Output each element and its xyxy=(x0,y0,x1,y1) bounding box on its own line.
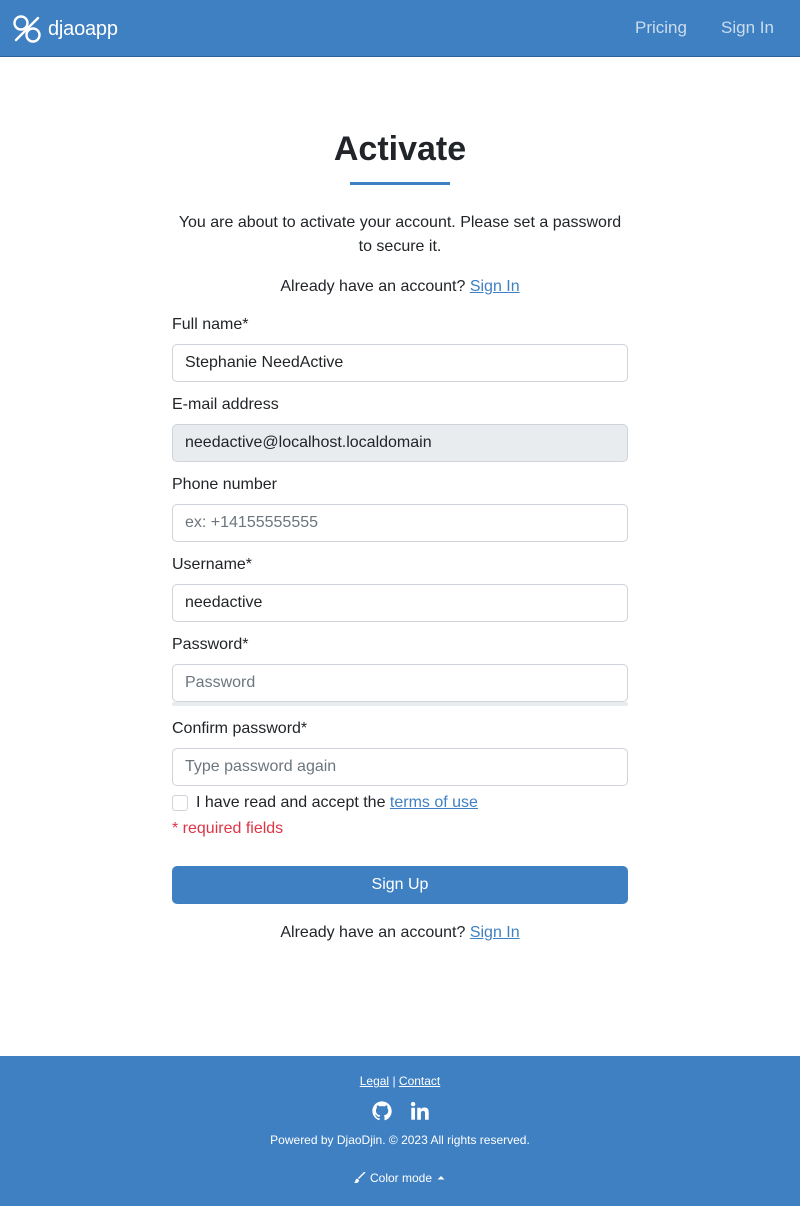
djaoapp-logo-icon xyxy=(12,14,42,44)
contact-link[interactable]: Contact xyxy=(398,1074,441,1088)
nav-sign-in-link[interactable]: Sign In xyxy=(721,18,774,37)
already-account-bottom xyxy=(0,921,800,945)
username-input[interactable] xyxy=(172,584,628,622)
email-input xyxy=(172,424,628,462)
required-fields-note: * required fields xyxy=(172,820,284,837)
terms-text: I have read and accept the xyxy=(196,794,386,811)
terms-of-use-link[interactable]: terms of use xyxy=(389,794,478,811)
username-label: Username* xyxy=(172,556,253,573)
password-strength-bar xyxy=(172,702,628,706)
email-label: E-mail address xyxy=(172,396,279,413)
already-account-text: Already have an account? xyxy=(280,278,466,295)
footer-links xyxy=(0,1074,800,1088)
phone-label: Phone number xyxy=(172,476,277,493)
password-label: Password* xyxy=(172,636,249,653)
confirm-password-label: Confirm password* xyxy=(172,720,308,737)
title-underline xyxy=(350,182,450,185)
terms-checkbox[interactable] xyxy=(172,795,188,811)
password-input[interactable] xyxy=(172,664,628,702)
caret-up-icon xyxy=(436,1173,446,1183)
brand-link[interactable] xyxy=(12,14,118,44)
powered-by-text: Powered by DjaoDjin. © 2023 All rights reserved. xyxy=(270,1133,530,1147)
github-icon[interactable] xyxy=(371,1100,393,1122)
color-mode-toggle[interactable] xyxy=(0,1171,800,1185)
brand-name: djaoapp xyxy=(48,17,118,40)
navbar xyxy=(0,0,800,57)
legal-link[interactable]: Legal xyxy=(359,1074,390,1088)
full-name-label: Full name* xyxy=(172,316,249,333)
already-account-text: Already have an account? xyxy=(280,924,466,941)
sign-in-link-top[interactable]: Sign In xyxy=(469,278,520,295)
phone-input[interactable] xyxy=(172,504,628,542)
confirm-password-input[interactable] xyxy=(172,748,628,786)
color-mode-label: Color mode xyxy=(369,1171,433,1185)
footer-separator: | xyxy=(392,1074,396,1088)
terms-row xyxy=(172,793,478,813)
brush-icon xyxy=(354,1172,366,1184)
full-name-input[interactable] xyxy=(172,344,628,382)
sign-up-button[interactable]: Sign Up xyxy=(172,866,628,904)
intro-text: You are about to activate your account. Please set a password to secure it. xyxy=(178,214,622,255)
page-title: Activate xyxy=(333,130,467,168)
social-links xyxy=(371,1100,431,1122)
footer xyxy=(0,1056,800,1206)
sign-in-link-bottom[interactable]: Sign In xyxy=(469,924,520,941)
nav-pricing-link[interactable]: Pricing xyxy=(635,18,687,37)
linkedin-icon[interactable] xyxy=(409,1100,431,1122)
already-account-top xyxy=(0,275,800,299)
